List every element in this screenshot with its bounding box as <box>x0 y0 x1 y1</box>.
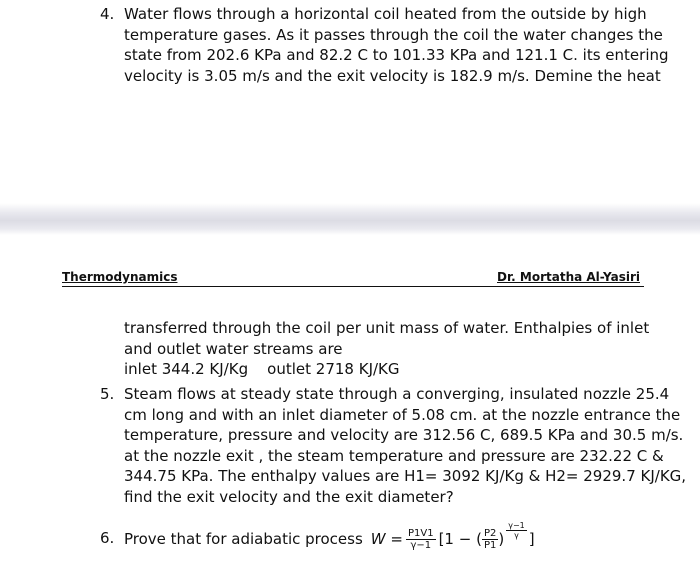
continuation-line: transferred through the coil per unit mass of water. Enthalpies of inlet <box>124 319 650 337</box>
question-line: state from 202.6 KPa and 82.2 C to 101.33 KPa and 121.1 C. its entering <box>124 46 669 64</box>
question-number: 4. <box>100 5 115 23</box>
exponent-fraction <box>506 521 527 540</box>
question-text: Prove that for adiabatic process <box>124 529 363 548</box>
question-line: temperature gases. As it passes through the coil the water changes the <box>124 25 663 44</box>
question-line: at the nozzle exit , the steam temperature and pressure are 232.22 C & <box>124 446 664 465</box>
fraction-denominator: γ−1 <box>410 539 432 551</box>
fraction-numerator: P1V1 <box>407 527 434 539</box>
page-header <box>62 268 644 287</box>
header-author: Dr. Mortatha Al-Yasiri <box>497 270 640 284</box>
page-break <box>0 203 700 235</box>
question-line: Steam flows at steady state through a converging, insulated nozzle 25.4 <box>124 385 670 403</box>
exponent-denominator: γ <box>514 530 519 540</box>
paren-close: ) <box>498 529 505 548</box>
header-course-title: Thermodynamics <box>62 270 178 284</box>
question-number: 6. <box>100 529 115 547</box>
question-line: velocity is 3.05 m/s and the exit velocity is 182.9 m/s. Demine the heat <box>124 66 661 85</box>
question-line: 344.75 KPa. The enthalpy values are H1= 3092 KJ/Kg & H2= 2929.7 KJ/KG, <box>124 467 687 485</box>
question-line: Water flows through a horizontal coil heated from the outside by high <box>124 5 647 23</box>
exponent-numerator: γ−1 <box>508 520 525 530</box>
bracket-close: ] <box>528 529 535 548</box>
question-line: find the exit velocity and the exit diameter? <box>124 487 454 506</box>
question-4-continuation <box>124 318 664 380</box>
formula-fraction <box>406 528 436 551</box>
bracket-open: [1 − ( <box>438 529 482 548</box>
formula-lhs: W = <box>370 529 403 548</box>
ratio-numerator: P2 <box>483 527 497 539</box>
ratio-denominator: P1 <box>483 539 497 551</box>
question-number: 5. <box>100 385 115 403</box>
continuation-line: and outlet water streams are <box>124 339 343 358</box>
question-line: temperature, pressure and velocity are 312.56 C, 689.5 KPa and 30.5 m/s. <box>124 426 684 444</box>
question-line: cm long and with an inlet diameter of 5.08 cm. at the nozzle entrance the <box>124 405 681 424</box>
continuation-line: inlet 344.2 KJ/Kg outlet 2718 KJ/KG <box>124 360 400 378</box>
pressure-ratio <box>482 528 498 551</box>
